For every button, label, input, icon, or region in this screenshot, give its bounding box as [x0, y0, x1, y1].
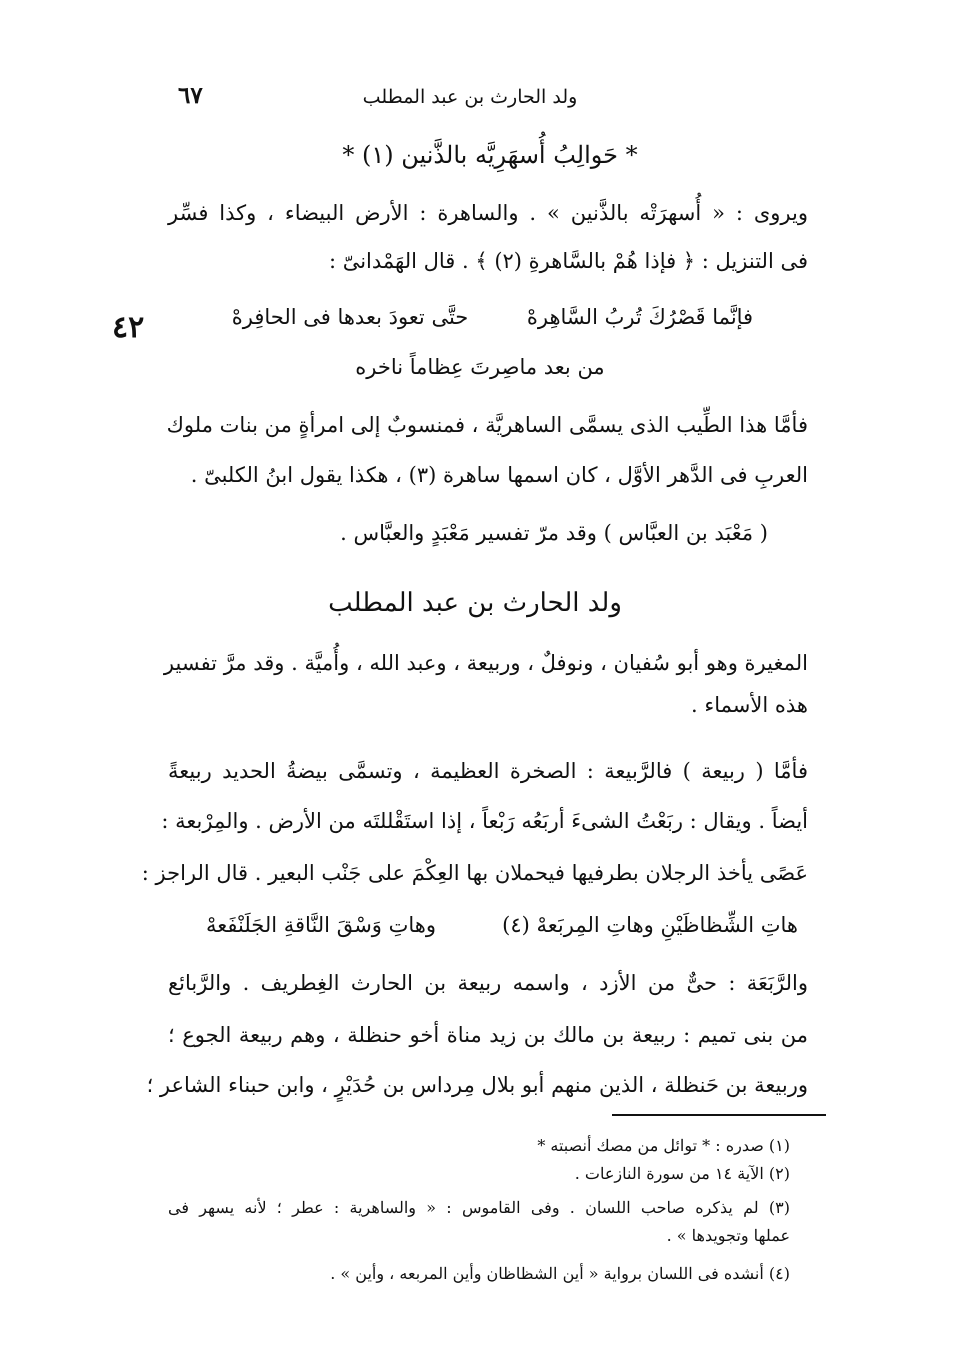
running-header: ولد الحارث بن عبد المطلب [362, 86, 578, 108]
text-line: من بنى تميم : ربيعة بن مالك بن زيد مناة أخو حنظلة ، وهم ربيعة الجوع ؛ [168, 1023, 808, 1047]
text-line: ويروى : « أُسهرَتْه بالذَّنين » . والساهرة : الأرض البيضاء ، وكذا فسِّر [168, 201, 808, 225]
text-line: أيضاً . ويقال : ربَعْتُ الشىءَ أربَعُه رَبْعاً ، إذا استَقْللتَه من الأرض . والمِرْبعة : [161, 809, 808, 833]
section-heading: ولد الحارث بن عبد المطلب [328, 588, 622, 618]
verse-hemistich: من بعد ماصِرتَ عِظاماً ناخره [355, 355, 605, 379]
verse-line-1: * حَوالِبُ أُسهَرِيَّه بالذَّنين (١) * [342, 141, 638, 169]
text-line: ( مَعْبَد بن العبَّاس ) وقد مرّ تفسير مَعْبَدٍ والعبَّاس . [340, 521, 768, 545]
text-line: هذه الأسماء . [691, 693, 808, 717]
text-line: العربِ فى الدَّهر الأوَّل ، كان اسمها ساهرة (٣) ، هكذا يقول ابنُ الكلبىّ . [190, 463, 808, 487]
page-number: ٦٧ [178, 82, 203, 109]
text-line: فأمَّا هذا الطِّيب الذى يسمَّى الساهريَّة ، فمنسوبٌ إلى امرأةٍ من بنات ملوك [166, 413, 808, 437]
text-line: فى التنزيل : ﴿ فإذا هُمْ بالسَّاهرةِ (٢) ﴾ . قال الهَمْدانىّ : [328, 249, 808, 273]
verse-hemistich: فإنَّما قَصْرُكَ تُربُ السَّاهِرهْ [526, 305, 754, 329]
footnote-2: (٢) الآية ١٤ من سورة النازعات . [574, 1164, 790, 1183]
footnote-3: (٣) لم يذكره صاحب اللسان . وفى القاموس : « والساهرية : عطر ؛ لأنه يسهر فى [168, 1198, 790, 1217]
footnote-3-continued: عملها وتجويدها » . [666, 1226, 790, 1245]
text-line: والرَّبَعَة : حىٌّ من الأزد ، واسمه ربيعة بن الحارث الغِطريف . والرَّبائع [168, 971, 808, 995]
footnote-1: (١) صدره : * توائل من مصك أنصبته * [537, 1136, 790, 1155]
text-line: وربيعة بن حَنظلة ، الذين منهم أبو بلال مِرداس بن حُدَيْرٍ ، وابن حبناء الشاعر ؛ [146, 1073, 808, 1097]
text-line: فأمَّا ( ربيعة ) فالرَّبيعة : الصخرة العظيمة ، وتسمَّى بيضةُ الحديد ربيعةً [168, 759, 808, 783]
footnote-divider [612, 1114, 826, 1116]
margin-number: ٤٢ [112, 310, 145, 345]
text-line: المغيرة وهو أبو سُفيان ، ونوفلٌ ، وربيعة ، وعبد الله ، وأُميَّة . وقد مرَّ تفسير [163, 651, 808, 675]
text-line: عَصًى يأخذ الرجلان بطرفيها فيحملان بها العِكْمَ على جَنْب البعير . قال الراجز : [141, 861, 808, 885]
verse-hemistich: وهاتِ وَسْقَ النَّاقةِ الجَلَنْفَعهْ [205, 913, 436, 937]
verse-hemistich: هاتِ الشِّظاظَيْنِ وهاتِ المِربَعهْ (٤) [502, 913, 798, 937]
footnote-4: (٤) أنشده فى اللسان برواية « أين الشظاظان وأين المربعه ، وأين » . [330, 1264, 790, 1283]
verse-hemistich: حتَّى تعودَ بعدها فى الحافِرهْ [231, 305, 469, 329]
